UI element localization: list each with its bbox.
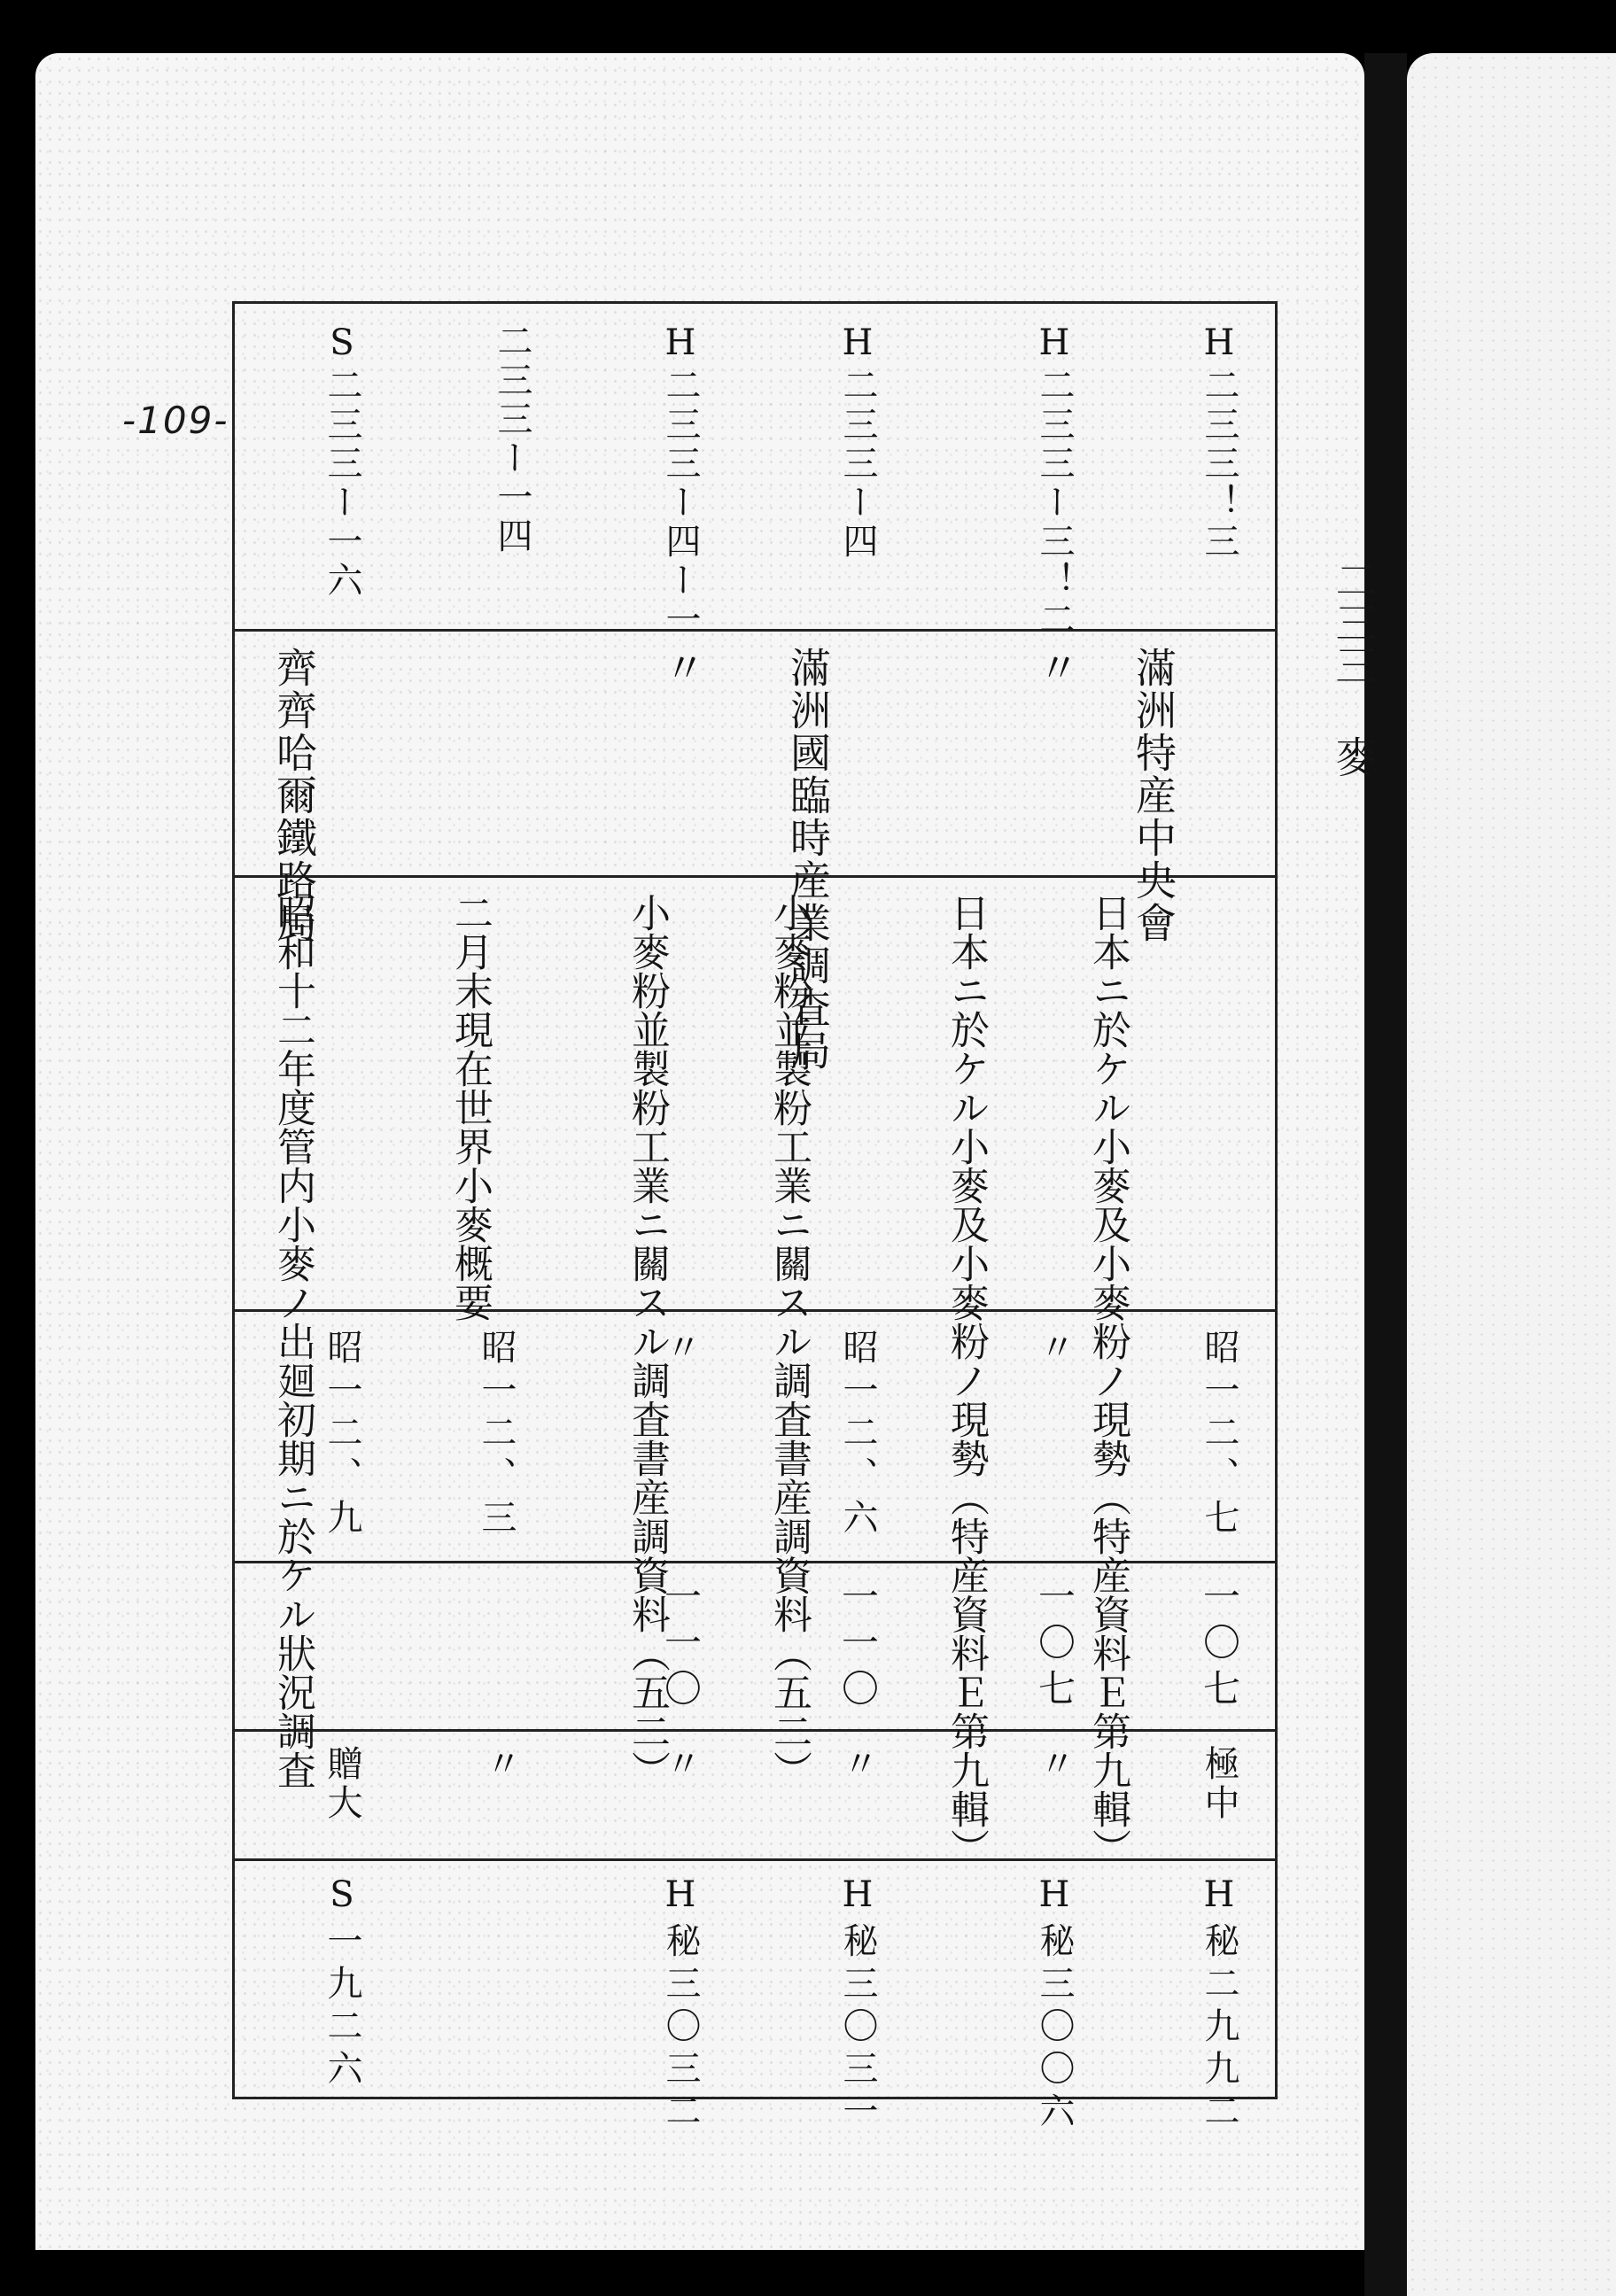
divider-org-title	[232, 875, 1278, 878]
table-cell-number: S一九二六	[322, 1874, 362, 2092]
table-border-right	[1275, 301, 1278, 2099]
table-cell-date: H二三三ー四	[837, 322, 878, 562]
table-cell-pub: 〃	[660, 1329, 701, 1371]
table-cell-title: 二月末現在世界小麥概要	[447, 893, 493, 1322]
table-cell-title: 小麥粉並製粉工業ニ關スル調査書産調資料（五二）	[625, 893, 670, 1789]
catalog-table	[232, 301, 1278, 2135]
table-cell-date: 二三三ー一四	[492, 322, 532, 556]
table-cell-pub: 昭一二、九	[322, 1329, 362, 1541]
table-cell-date: H二三三ー四ー一	[660, 322, 701, 640]
section-header: 二三三 麥	[1328, 558, 1378, 778]
table-cell-title: 日本ニ於ケル小麥及小麥粉ノ現勢（特産資料Ｅ第九輯）	[1085, 893, 1130, 1867]
table-cell-class: 〃	[660, 1745, 701, 1784]
table-cell-pages: 一一〇	[836, 1577, 880, 1715]
table-cell-number: H秘二九九二	[1199, 1874, 1239, 2135]
table-cell-title: 小麥粉並製粉工業ニ關スル調査書産調資料（五二）	[766, 893, 812, 1789]
table-cell-pub: 昭一二、七	[1199, 1329, 1239, 1541]
table-cell-pages: 一〇七	[1198, 1577, 1241, 1715]
binding-gutter	[1364, 53, 1407, 2296]
table-cell-title: 日本ニ於ケル小麥及小麥粉ノ現勢（特産資料Ｅ第九輯）	[944, 893, 989, 1867]
table-cell-pages: 一一〇	[659, 1577, 703, 1715]
table-cell-number: H秘三〇三一	[837, 1874, 878, 2135]
table-cell-org: 滿洲國臨時産業調査局	[784, 647, 832, 1072]
table-cell-org: 〃	[1032, 647, 1080, 689]
table-cell-pages: 一〇七	[1033, 1577, 1076, 1715]
adjacent-page-edge	[1407, 53, 1616, 2296]
table-border-top	[232, 301, 1278, 304]
table-cell-class: 〃	[837, 1745, 878, 1784]
table-cell-pub: 〃	[1034, 1329, 1075, 1371]
table-cell-org: 滿洲特産中央會	[1130, 647, 1177, 944]
divider-date-org	[232, 629, 1278, 632]
table-cell-date: H二三三！三	[1199, 322, 1239, 562]
table-cell-org: 〃	[658, 647, 706, 689]
table-cell-class: 〃	[1034, 1745, 1075, 1784]
table-cell-date: H二三三ー三！二	[1034, 322, 1075, 640]
table-cell-class: 贈大	[322, 1745, 362, 1823]
table-cell-org: 齊齊哈爾鐵路局	[270, 647, 318, 944]
table-border-bottom	[232, 2097, 1278, 2099]
table-cell-pub: 昭一二、六	[837, 1329, 878, 1541]
table-cell-number: H秘三〇〇六	[1034, 1874, 1075, 2135]
table-cell-class: 極中	[1199, 1745, 1239, 1823]
table-cell-class: 〃	[480, 1745, 521, 1784]
table-cell-date: S二三三ー一六	[322, 322, 362, 601]
table-cell-number: H秘三〇三二	[660, 1874, 701, 2135]
margin-page-note: -109-	[122, 399, 229, 442]
table-cell-pub: 昭一二、三	[476, 1329, 517, 1541]
table-cell-title: 昭和十二年度管内小麥ノ出廻初期ニ於ケル狀況調査	[270, 893, 315, 1789]
table-border-left	[232, 301, 235, 2099]
